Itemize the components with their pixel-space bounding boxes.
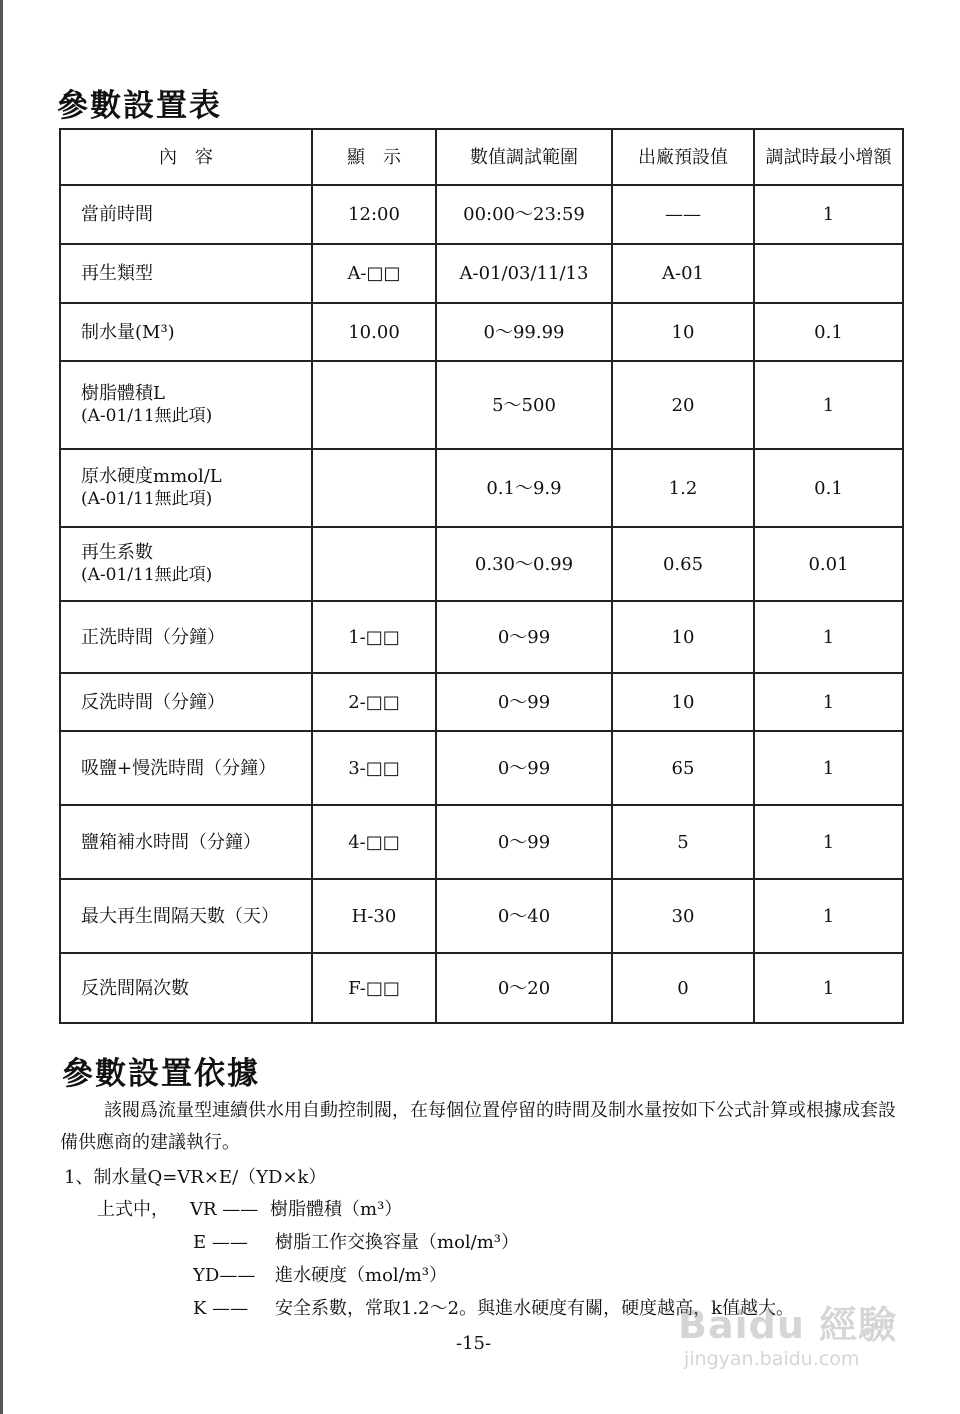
header-display: 顯 示: [312, 129, 436, 185]
row-range: 0～20: [436, 953, 612, 1023]
row-item: [60, 361, 312, 449]
row-default: 0: [612, 953, 754, 1023]
row-min-step: 1: [754, 731, 903, 805]
table-row: [60, 449, 903, 527]
item-note: (A-01/11無此項): [81, 406, 213, 426]
page-number: -15-: [456, 1333, 492, 1354]
row-item: [60, 805, 312, 879]
header-min-step: 調試時最小增額: [754, 129, 903, 185]
row-item: [60, 879, 312, 953]
header-content: 內 容: [60, 129, 312, 185]
row-range: 0～99.99: [436, 303, 612, 361]
row-item: [60, 185, 312, 244]
row-default: 5: [612, 805, 754, 879]
row-default: 10: [612, 673, 754, 731]
row-min-step: 0.01: [754, 527, 903, 601]
table-row: [60, 879, 903, 953]
var-yd-symbol: YD——: [193, 1265, 256, 1286]
row-range: 0～40: [436, 879, 612, 953]
row-display: H-30: [312, 879, 436, 953]
page-edge-line: [0, 0, 3, 1414]
row-default: 20: [612, 361, 754, 449]
table-row: [60, 361, 903, 449]
item-label: 吸鹽+慢洗時間（分鐘）: [81, 757, 277, 779]
table-row: [60, 805, 903, 879]
row-item: [60, 601, 312, 673]
var-e-desc: 樹脂工作交換容量（mol/m³）: [275, 1232, 520, 1253]
item-note: (A-01/11無此項): [81, 489, 213, 509]
header-default: 出廠預設值: [612, 129, 754, 185]
intro-paragraph: 該閥爲流量型連續供水用自動控制閥，在每個位置停留的時間及制水量按如下公式計算或根據成套設備供應商的建議執行。: [60, 1100, 896, 1153]
baidu-watermark: [678, 1294, 898, 1378]
table-row: [60, 673, 903, 731]
row-display: [312, 361, 436, 449]
var-k-desc: 安全系數，常取1.2～2。與進水硬度有關，硬度越高，k值越大。: [275, 1298, 794, 1319]
table-row: [60, 527, 903, 601]
item-label: 再生系數: [81, 542, 153, 563]
row-min-step: 0.1: [754, 449, 903, 527]
item-note: (A-01/11無此項): [81, 565, 213, 585]
table-row: [60, 953, 903, 1023]
table-row: [60, 303, 903, 361]
item-label: 鹽箱補水時間（分鐘）: [81, 831, 261, 853]
table-row: [60, 731, 903, 805]
row-min-step: 1: [754, 601, 903, 673]
item-label: 正洗時間（分鐘）: [81, 626, 225, 648]
row-item: [60, 449, 312, 527]
row-item: [60, 953, 312, 1023]
row-default: 65: [612, 731, 754, 805]
row-default: 1.2: [612, 449, 754, 527]
row-display: 4-□□: [312, 805, 436, 879]
row-item: [60, 303, 312, 361]
formula-where: 上式中，: [97, 1199, 169, 1220]
row-display: 1-□□: [312, 601, 436, 673]
table-row: [60, 185, 903, 244]
row-default: 0.65: [612, 527, 754, 601]
item-label: 當前時間: [81, 204, 153, 225]
row-display: 3-□□: [312, 731, 436, 805]
var-vr-desc: 樹脂體積（m³）: [270, 1199, 403, 1220]
row-display: A-□□: [312, 244, 436, 303]
row-item: [60, 527, 312, 601]
row-range: 0～99: [436, 731, 612, 805]
page-title: 參數設置表: [57, 88, 222, 124]
row-item: [60, 673, 312, 731]
row-range: 0.1～9.9: [436, 449, 612, 527]
row-min-step: 1: [754, 361, 903, 449]
row-display: 12:00: [312, 185, 436, 244]
row-min-step: 1: [754, 185, 903, 244]
watermark-url: jingyan.baidu.com: [684, 1348, 860, 1370]
row-default: ——: [612, 185, 754, 244]
row-min-step: 1: [754, 879, 903, 953]
row-display: [312, 527, 436, 601]
section-title: 參數設置依據: [62, 1056, 260, 1092]
row-range: 0～99: [436, 673, 612, 731]
var-e-symbol: E ——: [193, 1232, 248, 1253]
row-range: 5～500: [436, 361, 612, 449]
row-default: A-01: [612, 244, 754, 303]
item-label: 最大再生間隔天數（天）: [81, 905, 279, 927]
watermark-logo: Baidu 經驗: [678, 1303, 898, 1347]
row-range: 0～99: [436, 805, 612, 879]
row-display: 2-□□: [312, 673, 436, 731]
item-label: 樹脂體積L: [81, 383, 165, 404]
var-yd-desc: 進水硬度（mol/m³）: [275, 1265, 448, 1286]
table-header-row: [60, 129, 903, 185]
parameter-table: [59, 128, 904, 1024]
row-default: 30: [612, 879, 754, 953]
row-item: [60, 244, 312, 303]
row-range: 00:00～23:59: [436, 185, 612, 244]
item-label: 反洗間隔次數: [81, 977, 189, 999]
row-range: 0.30～0.99: [436, 527, 612, 601]
row-min-step: 0.1: [754, 303, 903, 361]
row-min-step: 1: [754, 953, 903, 1023]
row-item: [60, 731, 312, 805]
item-label: 再生類型: [81, 263, 153, 284]
table-row: [60, 601, 903, 673]
row-min-step: [754, 244, 903, 303]
row-min-step: 1: [754, 673, 903, 731]
row-range: 0～99: [436, 601, 612, 673]
item-label: 制水量(M³): [81, 321, 175, 343]
row-display: 10.00: [312, 303, 436, 361]
item-label: 原水硬度mmol/L: [81, 466, 222, 487]
row-default: 10: [612, 601, 754, 673]
item-label: 反洗時間（分鐘）: [81, 691, 225, 713]
var-vr-symbol: VR ——: [190, 1199, 259, 1220]
row-display: [312, 449, 436, 527]
row-display: F-□□: [312, 953, 436, 1023]
row-default: 10: [612, 303, 754, 361]
row-range: A-01/03/11/13: [436, 244, 612, 303]
var-k-symbol: K ——: [193, 1298, 249, 1319]
row-min-step: 1: [754, 805, 903, 879]
formula-line: 1、制水量Q=VR×E/（YD×k）: [64, 1167, 327, 1188]
header-range: 數值調試範圍: [436, 129, 612, 185]
table-row: [60, 244, 903, 303]
